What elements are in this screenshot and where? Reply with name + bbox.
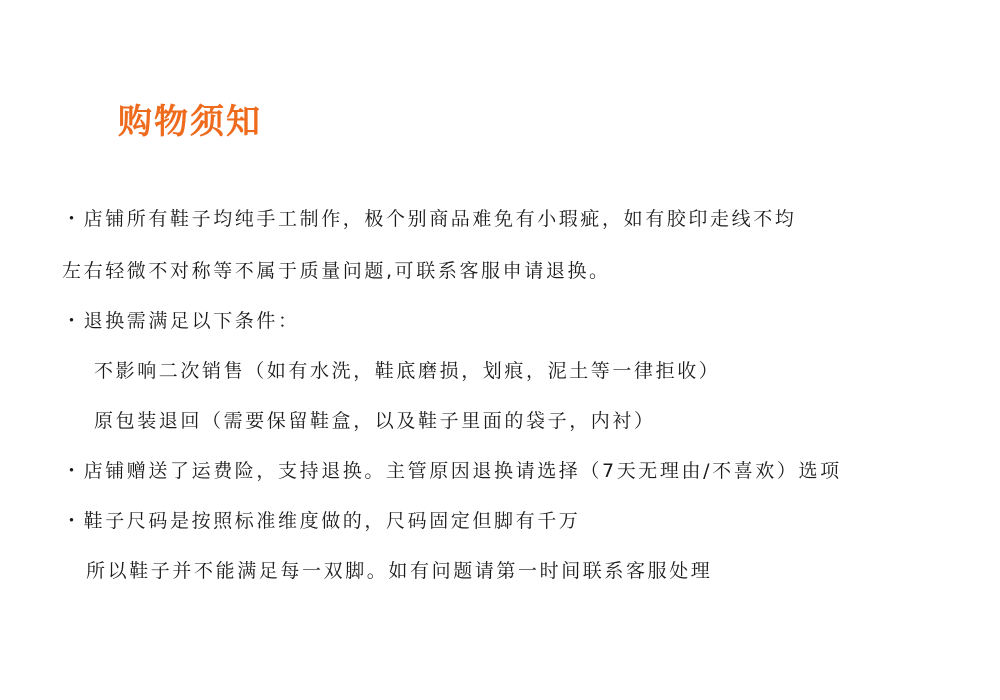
- notice-line-1: ・店铺所有鞋子均纯手工制作，极个别商品难免有小瑕疵，如有胶印走线不均: [62, 208, 797, 230]
- notice-line-2: 左右轻微不对称等不属于质量问题,可联系客服申请退换。: [62, 260, 611, 282]
- notice-line-5: 原包装退回（需要保留鞋盒，以及鞋子里面的袋子，内衬）: [94, 410, 656, 432]
- notice-line-3: ・退换需满足以下条件：: [62, 310, 300, 332]
- notice-line-4: 不影响二次销售（如有水洗，鞋底磨损，划痕，泥土等一律拒收）: [94, 360, 721, 382]
- notice-line-7: ・鞋子尺码是按照标准维度做的，尺码固定但脚有千万: [62, 510, 581, 532]
- notice-line-6: ・店铺赠送了运费险，支持退换。主管原因退换请选择（7天无理由/不喜欢）选项: [62, 460, 842, 482]
- page-title: 购物须知: [118, 102, 262, 142]
- notice-line-8: 所以鞋子并不能满足每一双脚。如有问题请第一时间联系客服处理: [86, 560, 713, 582]
